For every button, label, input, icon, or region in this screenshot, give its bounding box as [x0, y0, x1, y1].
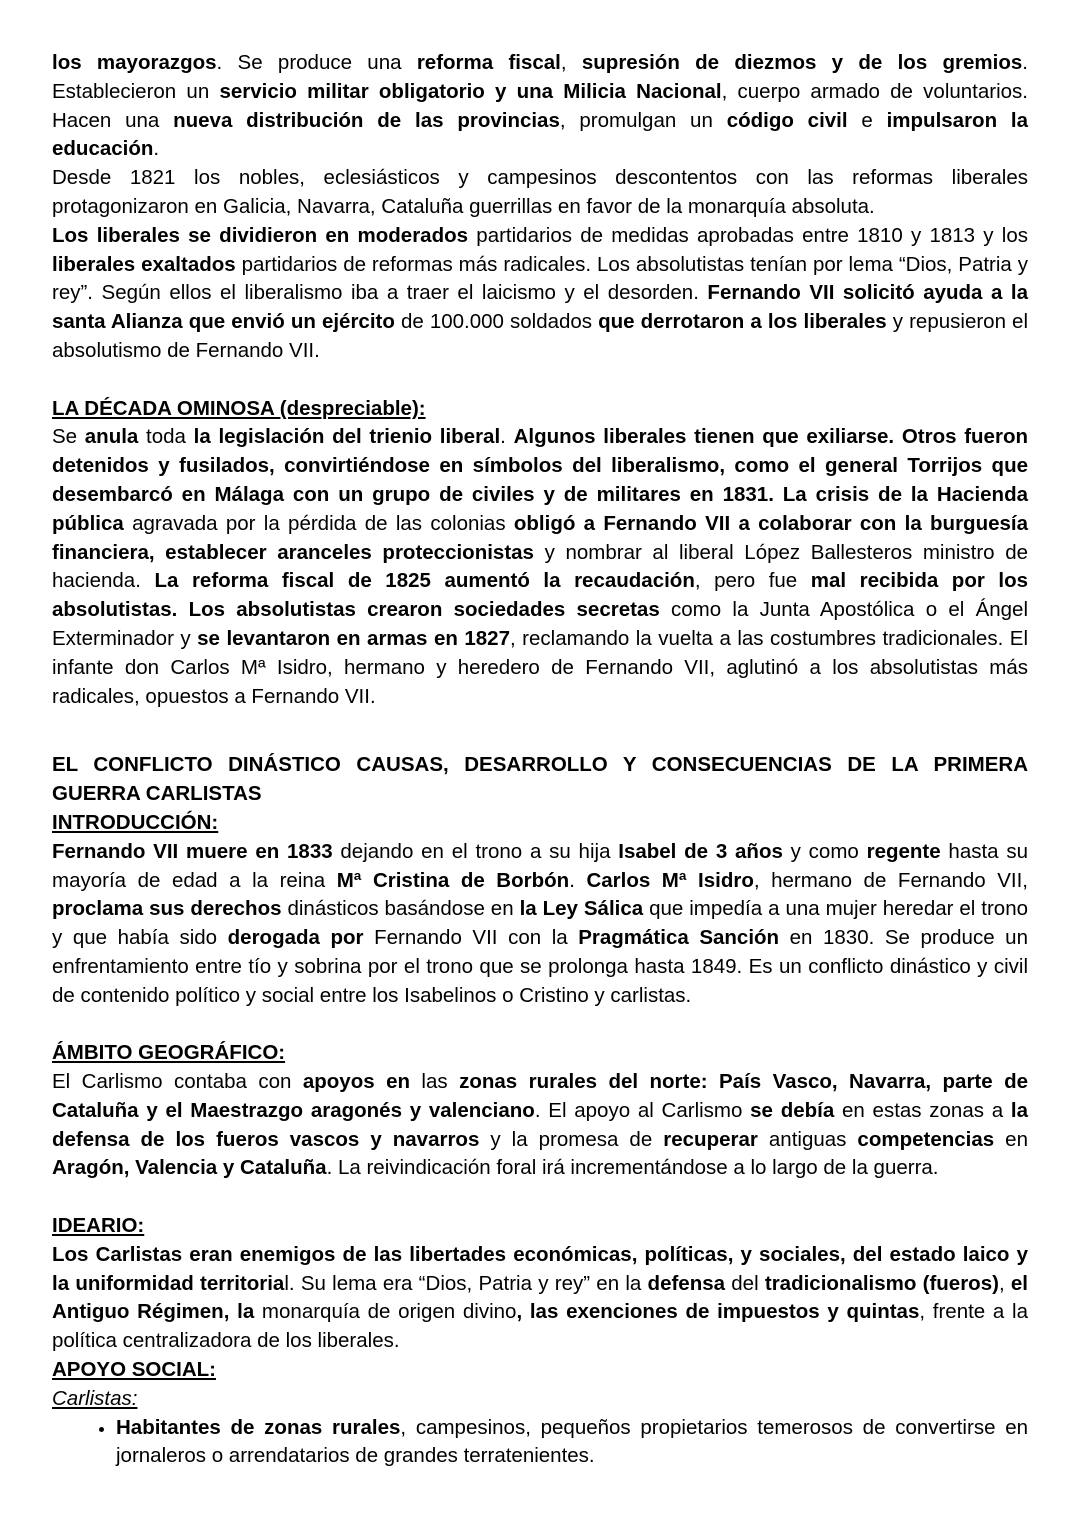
paragraph-introduccion — [52, 838, 1028, 1011]
bold-text: código civil — [726, 108, 848, 132]
subheading-carlistas: Carlistas: — [52, 1386, 138, 1410]
text-run: y la promesa de — [479, 1127, 664, 1151]
bold-text: liberales exaltados — [52, 252, 236, 276]
paragraph-decada-ominosa — [52, 423, 1028, 711]
text-run: en — [994, 1127, 1028, 1151]
text-run: , hermano de Fernando VII, — [753, 868, 1028, 892]
bold-text: La reforma fiscal de 1825 aumentó la recaudación — [154, 569, 695, 593]
text-run: partidarios de reformas más radicales. Los absolutistas tenían por lema “Dios, Patria y rey”. Según ellos el liberalismo iba a traer el laicismo y el desorden. — [52, 252, 1028, 305]
bold-text: la legislación del trienio liberal — [193, 425, 501, 449]
spacer — [52, 1011, 1028, 1040]
text-run: , campesinos, pequeños propietarios temerosos de convertirse en jornaleros o arrendatarios de grandes terratenientes. — [116, 1415, 1028, 1468]
bold-text: anula — [84, 425, 139, 449]
text-run: dejando en el trono a su hija — [332, 839, 619, 863]
text-run: dinásticos basándose en — [281, 897, 520, 921]
bold-text: los mayorazgos — [52, 51, 217, 74]
text-run: antiguas — [757, 1127, 858, 1151]
bold-text: apoyos en — [302, 1070, 410, 1094]
bold-text: proclama sus derechos — [52, 897, 282, 921]
spacer — [52, 366, 1028, 395]
bold-text: mal recibida por los absolutistas. Los absolutistas crearon sociedades secretas — [52, 569, 1028, 622]
bold-text: Los Carlistas eran enemigos de las libertades económicas, políticas, y sociales, del estado laico y la uniformidad territoria — [52, 1242, 1028, 1295]
bold-text: zonas rurales del norte: País Vasco, Navarra, parte de Cataluña y el Maestrazgo aragonés y valenciano — [52, 1070, 1029, 1122]
heading-decada-ominosa: LA DÉCADA OMINOSA (despreciable): — [52, 396, 426, 420]
text-run: . El apoyo al Carlismo — [534, 1098, 751, 1122]
text-run: toda — [138, 425, 194, 449]
text-run: que impedía a una mujer heredar el trono y que había sido — [52, 897, 1029, 950]
text-run: partidarios de medidas aprobadas entre 1810 y 1813 y los — [468, 223, 1029, 247]
text-run: e — [847, 108, 887, 132]
text-run: . La reivindicación foral irá incrementándose a lo largo de la guerra. — [326, 1156, 939, 1180]
heading-conflicto-dinastico: EL CONFLICTO DINÁSTICO CAUSAS, DESARROLLO Y CONSECUENCIAS DE LA PRIMERA GUERRA CARLISTAS — [52, 753, 1028, 806]
document-page — [52, 49, 1028, 1471]
text-run: Fernando VII con la — [363, 926, 579, 950]
paragraph-liberales — [52, 222, 1028, 366]
list-item — [116, 1414, 1028, 1472]
text-run: . — [153, 137, 160, 161]
bold-text: Mª Cristina de Borbón — [336, 868, 570, 892]
text-run: las — [410, 1070, 460, 1094]
bold-text: Los liberales se dividieron en moderados — [52, 223, 469, 247]
text-run: de 100.000 soldados — [394, 310, 599, 334]
text-run: El Carlismo contaba con — [52, 1070, 303, 1094]
heading-ideario: IDEARIO: — [52, 1214, 145, 1238]
text-run: , frente a la política centralizadora de los liberales. — [52, 1300, 1028, 1353]
paragraph-reformas — [52, 49, 1028, 164]
spacer — [52, 1183, 1028, 1212]
text-run: . — [569, 868, 587, 892]
bold-text: el Antiguo Régimen, la — [52, 1271, 1028, 1324]
text-run: . Establecieron un — [52, 51, 1028, 103]
bold-text: servicio militar obligatorio y una Milicia Nacional — [219, 79, 722, 103]
bold-text: Algunos liberales tienen que exiliarse. Otros fueron detenidos y fusilados, convirtiéndose en símbolos del liberalismo, como el general Torrijos que desembarcó en Málaga con un grupo de civiles y de militares en 1831. La crisis de la Hacienda pública — [52, 425, 1028, 535]
bold-text: tradicionalismo (fueros) — [764, 1271, 999, 1295]
text-run: , cuerpo armado de voluntarios. Hacen una — [52, 79, 1029, 132]
bold-text: se levantaron en armas en 1827 — [197, 626, 510, 650]
bold-text: defensa — [647, 1271, 726, 1295]
bold-text: la defensa de los fueros vascos y navarros — [52, 1098, 1028, 1151]
paragraph-ideario — [52, 1241, 1028, 1356]
text-run: agravada por la pérdida de las colonias — [123, 511, 514, 535]
bold-text: , las exenciones de impuestos y quintas — [516, 1300, 920, 1324]
bold-text: Fernando VII solicitó ayuda a la santa Alianza que envió un ejército — [52, 281, 1028, 334]
bold-text: regente — [866, 839, 941, 863]
bold-text: nueva distribución de las provincias — [173, 108, 560, 132]
bold-text: Aragón, Valencia y Cataluña — [52, 1156, 327, 1180]
bold-text: Carlos Mª Isidro — [586, 868, 754, 892]
bold-text: recuperar — [663, 1127, 758, 1151]
bold-text: competencias — [857, 1127, 995, 1151]
paragraph-guerrillas — [52, 164, 1028, 222]
bold-text: se debía — [750, 1098, 835, 1122]
bold-text: Fernando VII muere en 1833 — [52, 839, 333, 863]
bold-text: la Ley Sálica — [519, 897, 644, 921]
bold-text: impulsaron la educación — [52, 108, 1029, 161]
text-run: Desde 1821 los nobles, eclesiásticos y campesinos descontentos con las reformas liberales protagonizaron en Galicia, Navarra, Cataluña guerrillas en favor de la monarquía absoluta. — [52, 166, 1028, 218]
text-run: en 1830. Se produce un enfrentamiento entre tío y sobrina por el trono que se prolonga hasta 1849. Es un conflicto dinástico y civil de contenido político y social entre los Isabelinos o Cristino y carlistas. — [52, 926, 1028, 1007]
heading-introduccion: INTRODUCCIÓN: — [52, 810, 219, 834]
text-run: hasta su mayoría de edad a la reina — [52, 839, 1029, 892]
text-run: y como — [782, 839, 867, 863]
bold-text: Habitantes de zonas rurales — [116, 1415, 401, 1439]
bold-text: Pragmática Sanción — [578, 926, 780, 950]
text-run: , — [998, 1271, 1011, 1295]
bold-text: que derrotaron a los liberales — [598, 310, 887, 334]
text-run: , reclamando la vuelta a las costumbres tradicionales. El infante don Carlos Mª Isidro, hermano y heredero de Fernando VII, aglutinó a los absolutistas más radicales, opuestos a Fernando VII. — [52, 626, 1029, 708]
text-run: , pero fue — [694, 569, 811, 593]
spacer — [52, 711, 1028, 751]
bold-text: derogada por — [227, 926, 364, 950]
text-run: , — [560, 51, 582, 74]
bold-text: supresión de diezmos y de los gremios — [581, 51, 1023, 74]
heading-ambito-geografico: ÁMBITO GEOGRÁFICO: — [52, 1041, 286, 1065]
bold-text: obligó a Fernando VII a colaborar con la burguesía financiera, establecer aranceles proteccionistas — [52, 511, 1028, 564]
text-run: del — [725, 1271, 765, 1295]
text-run: . — [500, 425, 514, 449]
text-run: como la Junta Apostólica o el Ángel Exterminador y — [52, 598, 1029, 650]
text-run: . Se produce una — [216, 51, 417, 74]
text-run: l. Su lema era “Dios, Patria y rey” en la — [284, 1271, 648, 1295]
paragraph-ambito-geografico — [52, 1068, 1028, 1183]
text-run: en estas zonas a — [834, 1098, 1011, 1122]
bullet-list — [52, 1414, 1028, 1472]
text-run: , promulgan un — [559, 108, 727, 132]
text-run: Se — [52, 425, 85, 449]
text-run: y repusieron el absolutismo de Fernando VII. — [52, 310, 1028, 362]
text-run: monarquía de origen divino — [254, 1300, 517, 1324]
text-run: y nombrar al liberal López Ballesteros ministro de hacienda. — [52, 540, 1029, 593]
heading-apoyo-social: APOYO SOCIAL: — [52, 1358, 217, 1382]
bold-text: Isabel de 3 años — [618, 839, 783, 863]
bold-text: reforma fiscal — [416, 51, 561, 74]
